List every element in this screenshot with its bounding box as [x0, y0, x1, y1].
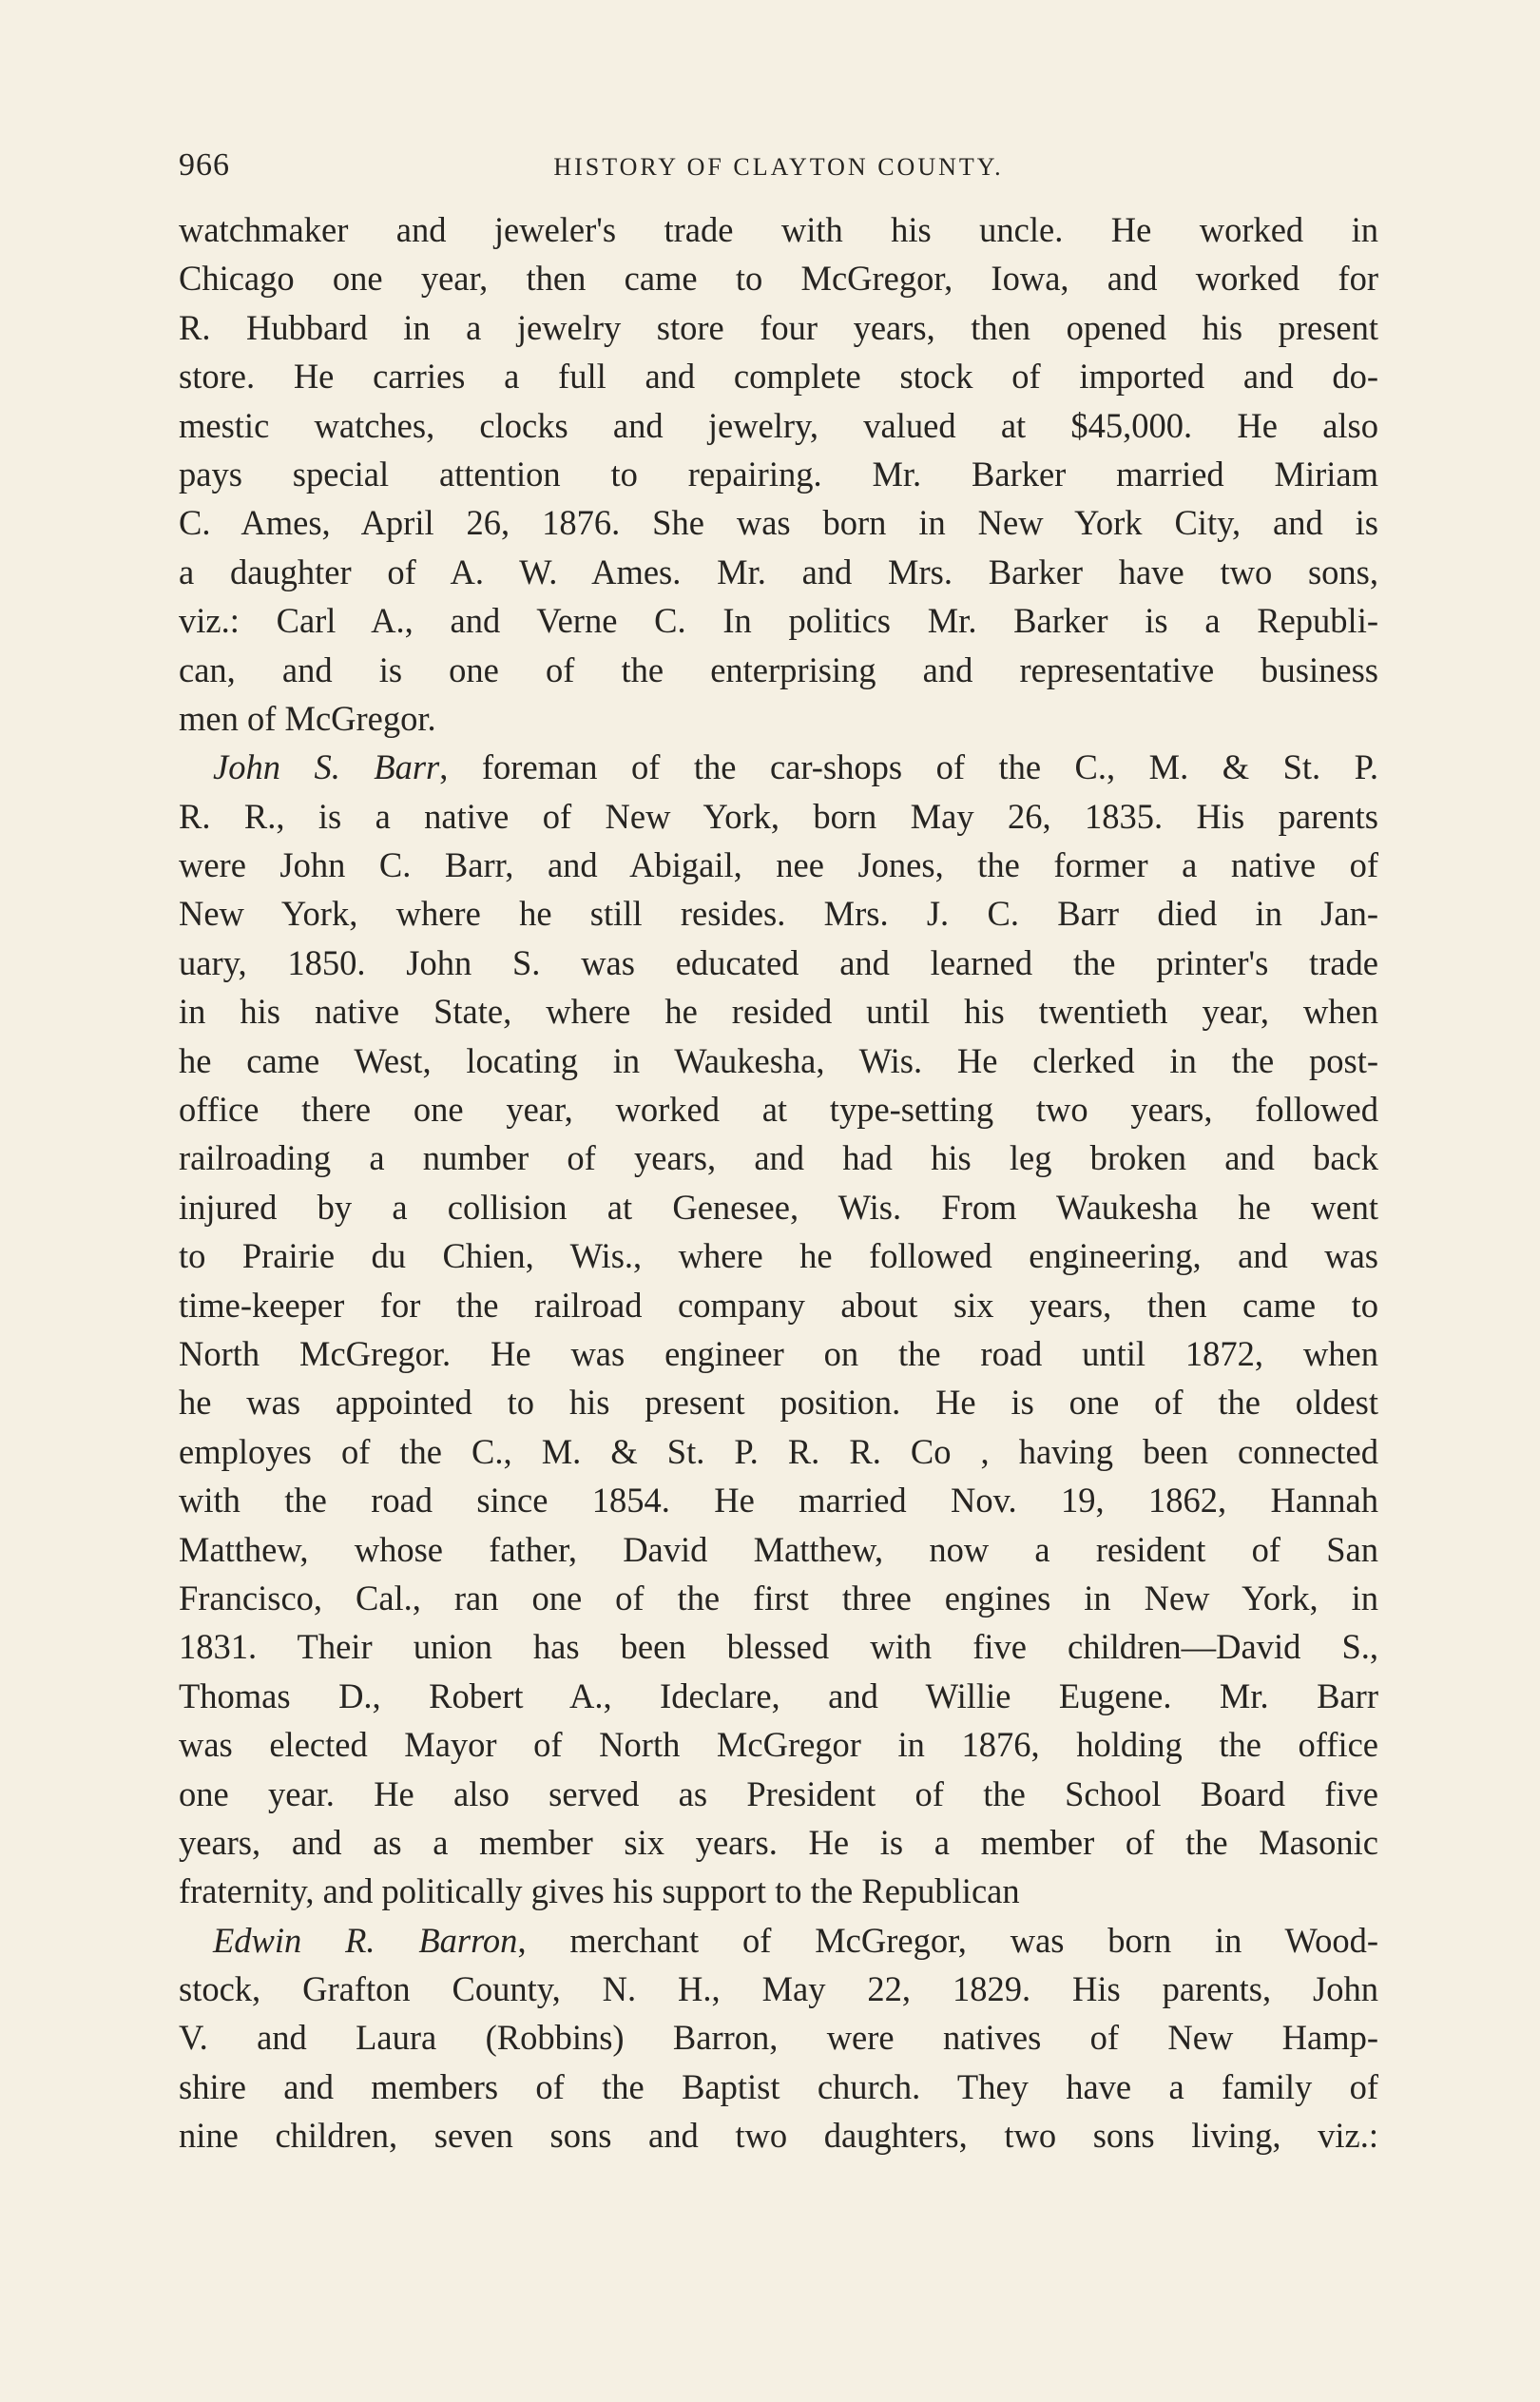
- text-line: one year. He also served as President of the School Board five: [179, 1773, 1378, 1813]
- text-line: were John C. Barr, and Abigail, nee Jones, the former a native of: [179, 845, 1378, 885]
- text-line: North McGregor. He was engineer on the road until 1872, when: [179, 1333, 1378, 1373]
- text-line: stock, Grafton County, N. H., May 22, 1829. His parents, John: [179, 1969, 1378, 2009]
- page-number: 966: [179, 147, 230, 183]
- text-line: [179, 1916, 1378, 1965]
- text-line: time-keeper for the railroad company about six years, then came to: [179, 1285, 1378, 1325]
- biography-name: John S. Barr: [213, 747, 440, 787]
- text-line: V. and Laura (Robbins) Barron, were natives of New Hamp-: [179, 2018, 1378, 2058]
- text-line: fraternity, and politically gives his support to the Republican: [179, 1871, 1020, 1911]
- text-line: railroading a number of years, and had his leg broken and back: [179, 1138, 1378, 1178]
- running-title: HISTORY OF CLAYTON COUNTY.: [553, 153, 1004, 181]
- biography-name: Edwin R. Barron: [213, 1920, 518, 1960]
- text-line: R. R., is a native of New York, born May 26, 1835. His parents: [179, 796, 1378, 836]
- text-line: with the road since 1854. He married Nov. 19, 1862, Hannah: [179, 1481, 1378, 1521]
- text-line: can, and is one of the enterprising and representative business: [179, 649, 1378, 689]
- text-line: was elected Mayor of North McGregor in 1876, holding the office: [179, 1725, 1378, 1765]
- text-fragment: , foreman of the car-shops of the C., M. & St. P.: [439, 747, 1378, 787]
- text-line: employes of the C., M. & St. P. R. R. Co , having been connected: [179, 1431, 1378, 1471]
- text-line: Francisco, Cal., ran one of the first three engines in New York, in: [179, 1578, 1378, 1617]
- text-line: uary, 1850. John S. was educated and learned the printer's trade: [179, 942, 1378, 982]
- text-fragment: , merchant of McGregor, was born in Wood-: [517, 1920, 1378, 1960]
- text-line: in his native State, where he resided until his twentieth year, when: [179, 992, 1378, 1032]
- paragraph-john-s-barr: [179, 743, 1378, 1915]
- text-line: shire and members of the Baptist church. They have a family of: [179, 2066, 1378, 2106]
- paragraph-edwin-r-barron: [179, 1916, 1378, 2160]
- text-line: Thomas D., Robert A., Ideclare, and Willie Eugene. Mr. Barr: [179, 1676, 1378, 1715]
- text-line: R. Hubbard in a jewelry store four years, then opened his present: [179, 307, 1378, 347]
- text-line: he was appointed to his present position. He is one of the oldest: [179, 1383, 1378, 1423]
- text-line: C. Ames, April 26, 1876. She was born in New York City, and is: [179, 503, 1378, 543]
- text-line: Matthew, whose father, David Matthew, now a resident of San: [179, 1529, 1378, 1569]
- text-line: Chicago one year, then came to McGregor, Iowa, and worked for: [179, 259, 1378, 299]
- page-header: [179, 147, 1378, 185]
- text-line: [179, 743, 1378, 791]
- text-line: to Prairie du Chien, Wis., where he followed engineering, and was: [179, 1236, 1378, 1276]
- text-line: injured by a collision at Genesee, Wis. From Waukesha he went: [179, 1187, 1378, 1227]
- text-line: men of McGregor.: [179, 698, 436, 738]
- text-line: he came West, locating in Waukesha, Wis. He clerked in the post-: [179, 1040, 1378, 1080]
- text-line: pays special attention to repairing. Mr. Barker married Miriam: [179, 454, 1378, 494]
- text-line: mestic watches, clocks and jewelry, valued at $45,000. He also: [179, 405, 1378, 445]
- text-line: 1831. Their union has been blessed with five children—David S.,: [179, 1627, 1378, 1667]
- text-line: a daughter of A. W. Ames. Mr. and Mrs. Barker have two sons,: [179, 552, 1378, 591]
- paragraph-barker-continued: [179, 205, 1378, 743]
- text-line: New York, where he still resides. Mrs. J. C. Barr died in Jan-: [179, 894, 1378, 934]
- text-line: store. He carries a full and complete stock of imported and do-: [179, 357, 1378, 397]
- body-text: [179, 205, 1378, 2250]
- text-line: viz.: Carl A., and Verne C. In politics Mr. Barker is a Republi-: [179, 601, 1378, 641]
- text-line: office there one year, worked at type-setting two years, followed: [179, 1090, 1378, 1130]
- text-line: nine children, seven sons and two daughters, two sons living, viz.:: [179, 2116, 1378, 2156]
- text-line: years, and as a member six years. He is a member of the Masonic: [179, 1822, 1378, 1862]
- text-line: watchmaker and jeweler's trade with his uncle. He worked in: [179, 210, 1378, 249]
